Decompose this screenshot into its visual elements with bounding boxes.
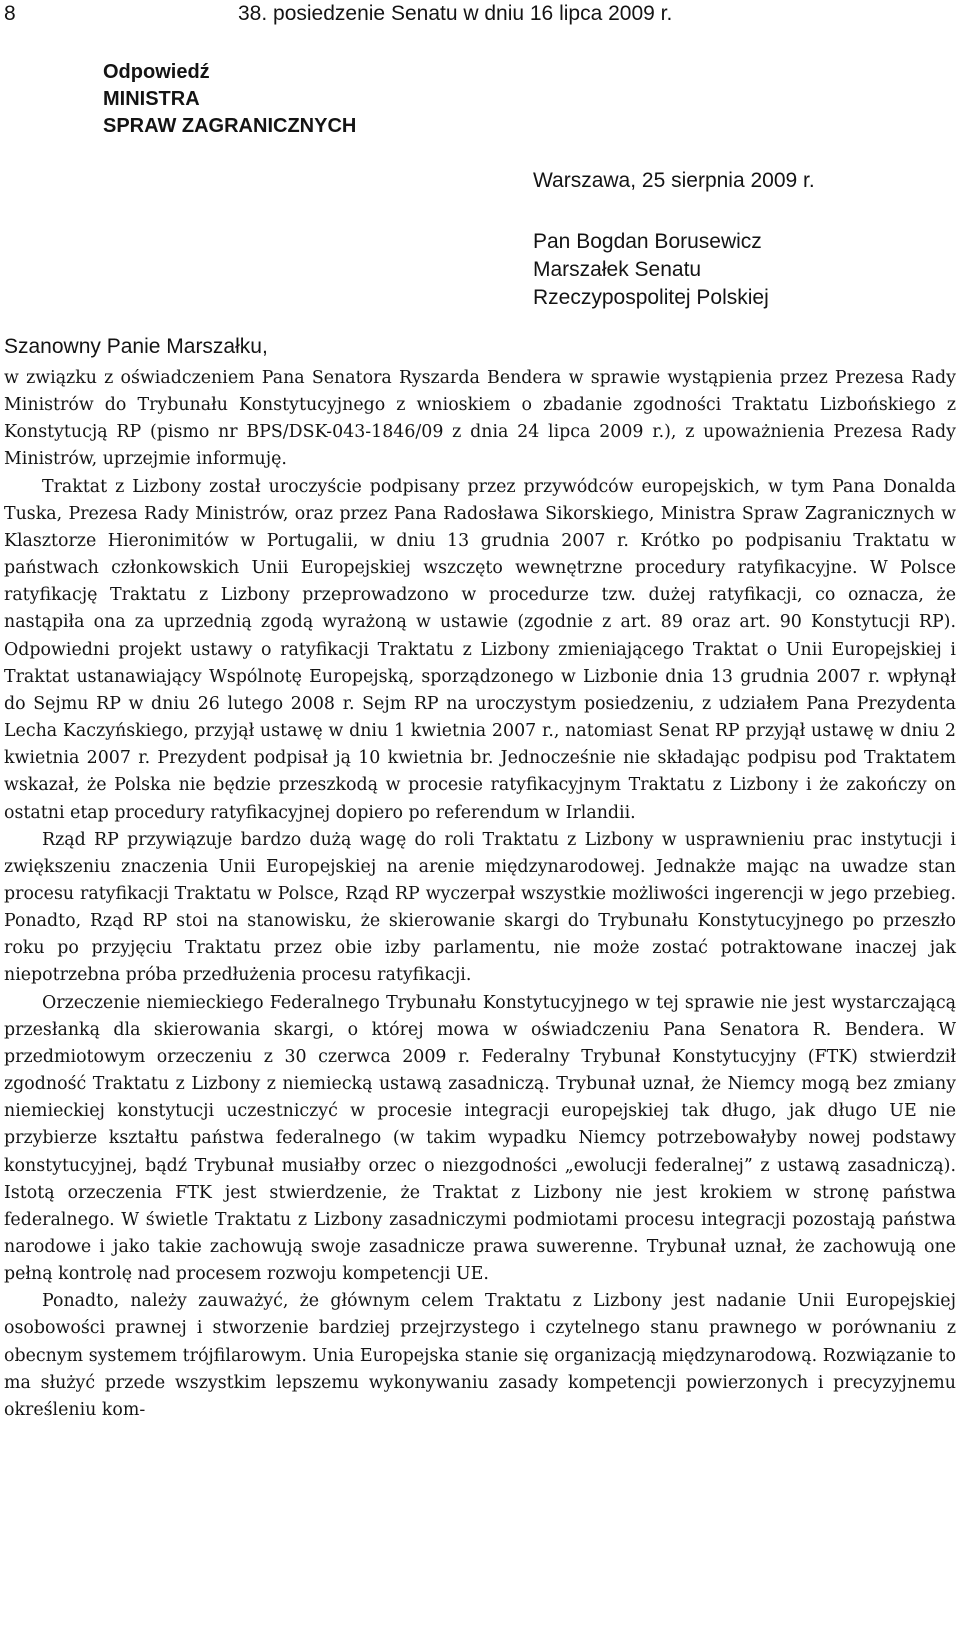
recipient-line: Marszałek Senatu xyxy=(533,258,702,281)
page-number: 8 xyxy=(4,2,16,25)
body-paragraph: Orzeczenie niemieckiego Federalnego Trybunału Konstytucyjnego w tej sprawie nie jest wystarczającą przesłanką dla skierowania skargi, o której mowa w oświadczeniu Pana Senatora R. Bendera. W przedmiotowym orzeczeniu z 30 czerwca 2009 r. Federalny Trybunał Konstytucyjny (FTK) stwierdził zgodność Traktatu z Lizbony z niemiecką ustawą zasadniczą. Trybunał uznał, że Niemcy mogą bez zmiany niemieckiej konstytucji uczestniczyć w procesie integracji europejskiej tak długo, jak długo UE nie przybierze kształtu państwa federalnego (w takim wypadku Niemcy potrzebowałyby nowej podstawy konstytucyjnej, bądź Trybunał musiałby orzec o niezgodności „ewolucji federalnej” z ustawą zasadniczą). Istotą orzeczenia FTK jest stwierdzenie, że Traktat z Lizbony nie jest krokiem w stronę państwa federalnego. W świetle Traktatu z Lizbony zasadniczymi podmiotami procesu integracji pozostają państwa narodowe i jako takie zachowują swoje zasadnicze prawa suwerenne. Trybunał uznał, że zachowują one pełną kontrolę nad procesem rozwoju kompetencji UE. xyxy=(4,992,956,1285)
sender-block xyxy=(103,59,356,140)
body-paragraph: Traktat z Lizbony został uroczyście podpisany przez przywódców europejskich, w tym Pana Donalda Tuska, Prezesa Rady Ministrów, oraz przez Pana Radosława Sikorskiego, Ministra Spraw Zagranicznych w Klasztorze Hieronimitów w Portugalii, w dniu 13 grudnia 2007 r. Krótko po podpisaniu Traktatu w państwach członkowskich Unii Europejskiej wszczęto wewnętrzne procedury ratyfikacyjne. W Polsce ratyfikację Traktatu z Lizbony przeprowadzono w procedurze tzw. dużej ratyfikacji, co oznacza, że nastąpiła ona za uprzednią zgodą wyrażoną w ustawie (zgodnie z art. 89 oraz art. 90 Konstytucji RP). Odpowiedni projekt ustawy o ratyfikacji Traktatu z Lizbony zmieniającego Traktat o Unii Europejskiej i Traktat ustanawiający Wspólnotę Europejską, sporządzonego w Lizbonie dnia 13 grudnia 2007 r. wpłynął do Sejmu RP w dniu 26 lutego 2008 r. Sejm RP na uroczystym posiedzeniu, z udziałem Pana Prezydenta Lecha Kaczyńskiego, przyjął ustawę w dniu 1 kwietnia 2007 r., natomiast Senat RP przyjął ustawę w dniu 2 kwietnia 2007 r. Prezydent podpisał ją 10 kwietnia br. Jednocześnie nie składając podpisu pod Traktatem wskazał, że Polska nie będzie przeszkodą w procesie ratyfikacyjnym Traktatu z Lizbony i że zakończy on ostatni etap procedury ratyfikacyjnej dopiero po referendum w Irlandii. xyxy=(4,476,956,823)
sender-line: SPRAW ZAGRANICZNYCH xyxy=(103,115,357,137)
sender-line: Odpowiedź xyxy=(103,61,210,83)
recipient-line: Rzeczypospolitej Polskiej xyxy=(533,286,769,309)
recipient-block xyxy=(533,228,769,312)
letter-body xyxy=(4,365,956,1424)
letter-date: Warszawa, 25 sierpnia 2009 r. xyxy=(533,169,815,192)
salutation: Szanowny Panie Marszałku, xyxy=(4,335,268,358)
body-paragraph: Ponadto, należy zauważyć, że głównym celem Traktatu z Lizbony jest nadanie Unii Europejskiej osobowości prawnej i stworzenie bardziej przejrzystego i czytelnego stanu prawnego w porównaniu z obecnym systemem trójfilarowym. Unia Europejska stanie się organizacją międzynarodową. Rozwiązanie to ma służyć przede wszystkim lepszemu wykonywaniu zasady kompetencji powierzonych i precyzyjnemu określeniu kom- xyxy=(4,1291,956,1420)
page-header xyxy=(0,0,960,30)
body-paragraph: Rząd RP przywiązuje bardzo dużą wagę do roli Traktatu z Lizbony w usprawnieniu prac instytucji i zwiększeniu znaczenia Unii Europejskiej na arenie międzynarodowej. Jednakże mając na uwadze stan procesu ratyfikacji Traktatu w Polsce, Rząd RP wyczerpał wszystkie możliwości ingerencji w jego przebieg. Ponadto, Rząd RP stoi na stanowisku, że skierowanie skargi do Trybunału Konstytucyjnego po przeszło roku po przyjęciu Traktatu przez obie izby parlamentu, nie może zostać potraktowane inaczej jak niepotrzebna próba przedłużenia procesu ratyfikacji. xyxy=(4,829,956,986)
body-paragraph: w związku z oświadczeniem Pana Senatora Ryszarda Bendera w sprawie wystąpienia przez Prezesa Rady Ministrów do Trybunału Konstytucyjnego z wnioskiem o zbadanie zgodności Traktatu Lizbońskiego z Konstytucją RP (pismo nr BPS/DSK-043-1846/09 z dnia 24 lipca 2009 r.), z upoważnienia Prezesa Rady Ministrów, uprzejmie informuję. xyxy=(4,368,956,470)
sender-line: MINISTRA xyxy=(103,88,200,110)
recipient-line: Pan Bogdan Borusewicz xyxy=(533,230,762,253)
running-head: 38. posiedzenie Senatu w dniu 16 lipca 2009 r. xyxy=(238,2,673,25)
